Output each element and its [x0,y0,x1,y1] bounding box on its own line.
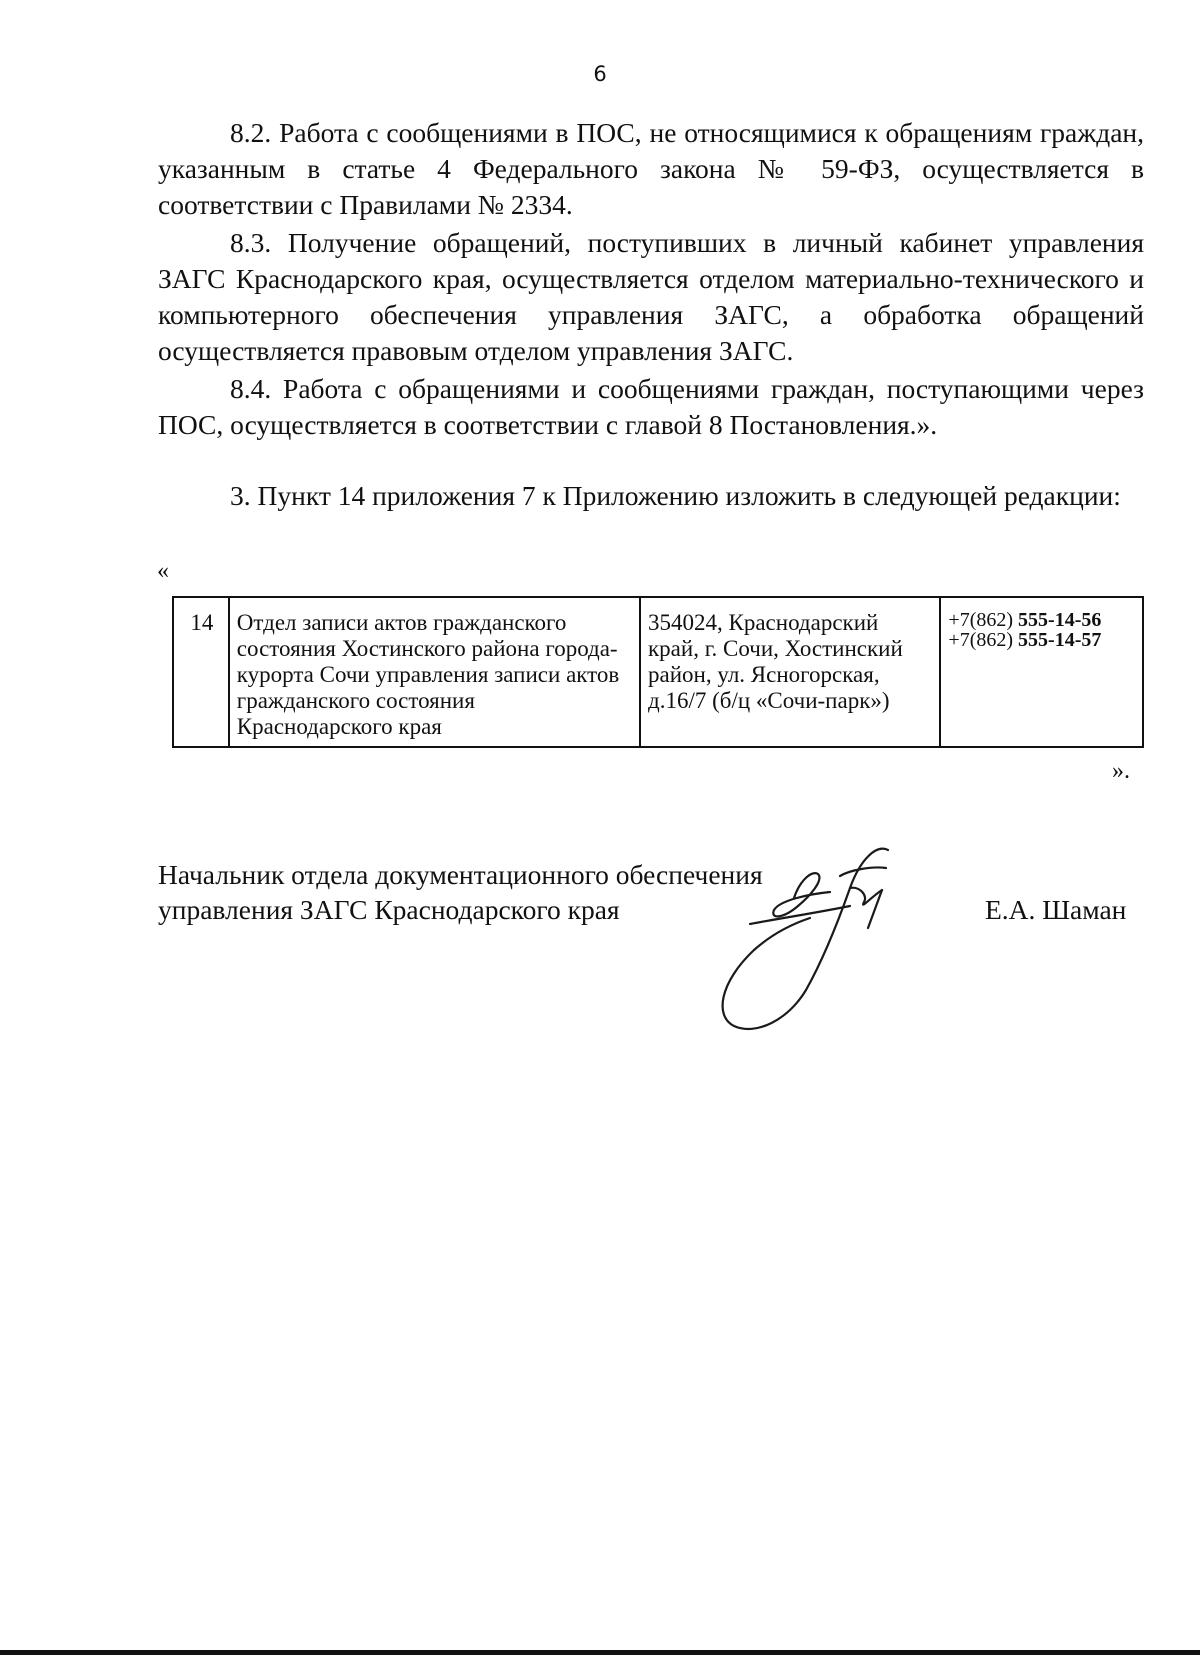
page-number: 6 [593,62,607,86]
phone-2-code: +7(862) [948,629,1014,651]
signatory-title-line-2: управления ЗАГС Краснодарского края [158,894,620,925]
opening-quote: « [157,558,169,584]
address-cell: 354024, Краснодарский край, г. Сочи, Хостинский район, ул. Ясногорская, д.16/7 (б/ц «Сочи-парк») [640,597,940,747]
phone-1 [948,610,1137,630]
phone-cell [940,597,1143,747]
department-name-cell: Отдел записи актов гражданского состояния Хостинского района города-курорта Сочи управления записи актов гражданского состояния Краснодарского края [229,597,640,747]
phone-2-number: 555-14-57 [1018,629,1102,651]
phone-1-number: 555-14-56 [1018,609,1102,631]
paragraph-3: 3. Пункт 14 приложения 7 к Приложению изложить в следующей редакции: [230,480,1121,511]
phone-2 [948,630,1137,650]
closing-quote: ». [1112,758,1130,784]
signatory-name: Е.А. Шаман [985,894,1127,925]
paragraph-8-3: 8.3. Получение обращений, поступивших в личный кабинет управления ЗАГС Краснодарского края, осуществляется отделом материально-технического и компьютерного обеспечения управления ЗАГС, а обработка обращений осуществляется правовым отделом управления ЗАГС. [158,227,1144,366]
table-row [173,597,1143,747]
paragraph-8-2: 8.2. Работа с сообщениями в ПОС, не относящимися к обращениям граждан, указанным в статье 4 Федерального закона № 59-ФЗ, осуществляется в соответствии с Правилами № 2334. [158,117,1144,220]
handwritten-signature [700,840,960,1040]
row-number-cell: 14 [173,597,229,747]
scan-edge-line [0,1650,1200,1655]
phone-1-code: +7(862) [948,609,1014,631]
department-table [172,596,1144,748]
signatory-title-line-1: Начальник отдела документационного обеспечения [158,859,763,890]
paragraph-8-4: 8.4. Работа с обращениями и сообщениями граждан, поступающими через ПОС, осуществляется в соответствии с главой 8 Постановления.». [158,373,1144,440]
